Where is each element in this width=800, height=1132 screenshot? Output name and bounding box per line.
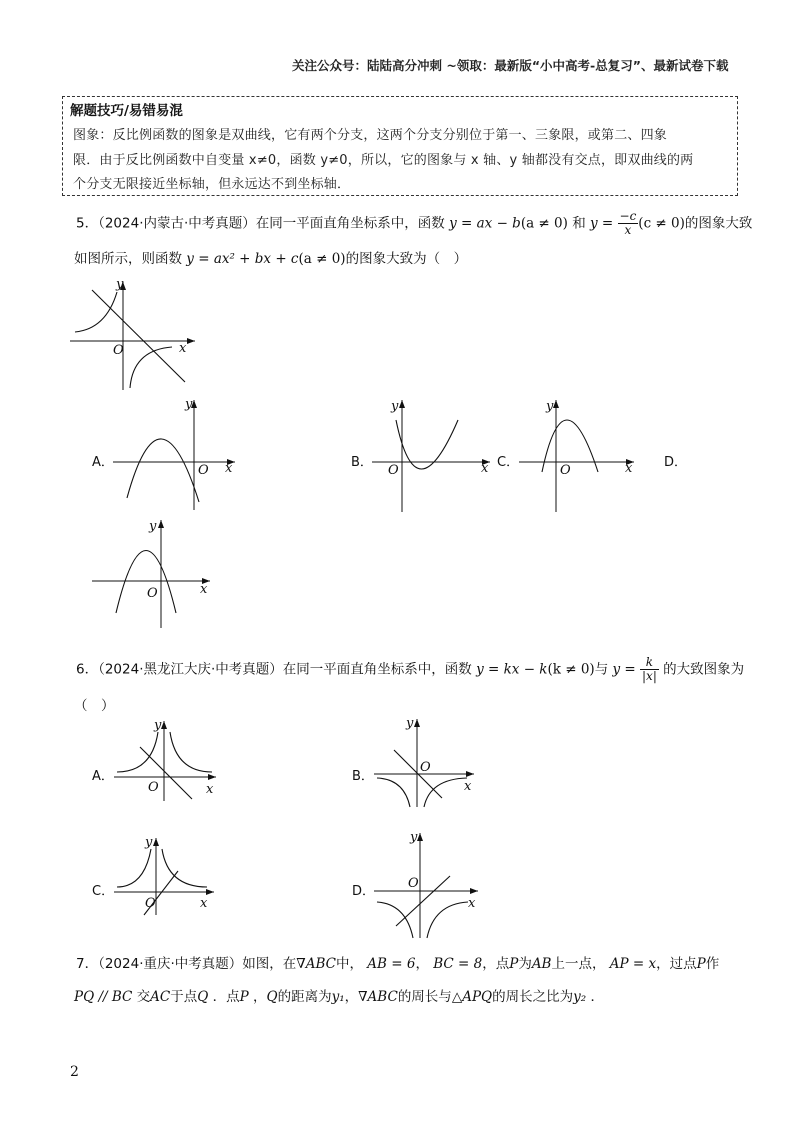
q7-math: Q [197,989,209,1005]
q5-f2-numerator: −c [619,209,637,223]
q5-option-c-label[interactable]: C． [497,455,520,470]
q6-source: （2024·黑龙江大庆·中考真题） [98,661,283,678]
axis-label-x: x [200,896,208,911]
q5-formula-1-cond: (a ≠ 0) [520,215,568,232]
q6-and: 与 [594,661,609,678]
axis-label-y: y [546,399,554,414]
q5-option-d-label[interactable]: D． [664,455,688,470]
q7-text: ， [253,989,267,1005]
q7-text: 交 [136,989,151,1005]
q6-text-2: 的大致图象为 [663,661,745,678]
axis-label-x: x [206,782,214,797]
q7-math: AB [531,956,552,972]
q6-formula-2-fraction [640,656,659,683]
q6-option-b-label[interactable]: B． [352,769,374,784]
tips-line-2: 限．由于反比例函数中自变量 x≠0，函数 y≠0，所以，它的图象与 x 轴、y 轴都没有交点，即双曲线的两 [73,153,694,168]
axis-label-y: y [185,397,193,412]
axis-label-origin: O [420,760,431,775]
axis-label-origin: O [148,780,159,795]
q5-line2-text-b: 的图象大致为（ ） [345,251,468,267]
q6-option-a-label[interactable]: A． [92,769,114,784]
q7-math: BC = 8 [433,956,483,972]
q6-line-1 [76,656,744,683]
q5-line-2 [74,247,467,267]
axis-label-origin: O [198,463,209,478]
axis-label-y: y [406,716,414,731]
q5-formula-3: y = ax² + bx + c [186,251,299,267]
tips-line-1: 图象：反比例函数的图象是双曲线，它有两个分支，这两个分支分别位于第一、三象限，或第二、四象 [73,128,668,143]
q7-text: ． [590,989,604,1005]
q7-text: 作 [705,956,720,972]
q7-text: ， [415,956,429,972]
page-header: 关注公众号：陆陆高分冲刺 ~领取：最新版“小中高考-总复习”、最新试卷下载 [292,58,729,73]
q5-and: 和 [572,215,586,232]
q5-formula-2-fraction [618,210,639,237]
q6-paren: （ ） [74,698,115,714]
q7-text: 上一点， [551,956,606,972]
q6-option-d-graph[interactable] [372,830,487,940]
q6-option-c-graph[interactable] [112,835,222,915]
q7-text: 的周长与 [397,989,452,1005]
axis-label-x: x [468,896,476,911]
q7-text: 的周长之比为 [492,989,574,1005]
q7-math: ∇ABC [358,989,398,1005]
axis-label-x: x [225,461,233,476]
q7-math: P [239,989,249,1005]
q5-option-b-graph[interactable] [372,398,492,512]
q5-option-a-label[interactable]: A． [92,455,114,470]
axis-label-origin: O [408,876,419,891]
q7-line-1 [76,952,719,972]
q6-option-c-label[interactable]: C． [92,884,115,899]
q7-source: （2024·重庆·中考真题） [98,956,243,972]
tips-line-3: 个分支无限接近坐标轴，但永远达不到坐标轴． [73,177,351,192]
axis-label-x: x [481,461,489,476]
q7-math: ∇ABC [296,956,336,972]
q5-formula-3-cond: (a ≠ 0) [298,251,346,267]
axis-label-y: y [391,399,399,414]
q6-formula-1-cond: (k ≠ 0) [547,661,595,678]
q5-option-c-graph[interactable] [519,398,639,512]
q6-formula-1: y = kx − k [476,661,548,678]
q6-number: 6． [76,661,99,678]
q6-formula-2-lhs: y = [612,661,636,678]
q5-option-b-label[interactable]: B． [351,455,373,470]
axis-label-y: y [410,830,418,845]
q7-number: 7． [76,956,99,972]
axis-label-x: x [464,779,472,794]
q6-option-d-label[interactable]: D． [352,884,376,899]
q7-text: 如图，在 [242,956,297,972]
q7-math: y₂ [573,989,587,1005]
q5-formula-2-cond: (c ≠ 0) [638,215,685,232]
page-number: 2 [70,1064,79,1080]
q7-math: AC [150,989,171,1005]
q7-math: y₁ [331,989,345,1005]
axis-label-origin: O [147,586,158,601]
q5-option-a-graph[interactable] [113,398,238,510]
q7-line-2 [74,985,604,1005]
q7-text: 的距离为 [277,989,332,1005]
q7-math: Q [266,989,278,1005]
q7-math: P [509,956,519,972]
q6-option-b-graph[interactable] [372,715,482,810]
q7-math: PQ // BC [74,989,133,1005]
q7-math: AP = x [609,956,657,972]
tips-title: 解题技巧/易错易混 [70,103,183,119]
q7-text: ， [344,989,359,1005]
q5-line2-text-a: 如图所示，则函数 [74,251,182,267]
axis-label-y: y [145,835,153,850]
axis-label-origin: O [145,896,156,911]
q6-f2-numerator: k [640,656,659,670]
q5-line-1 [76,210,752,237]
q7-math: P [696,956,706,972]
q7-text: ，过点 [656,956,697,972]
q5-source: （2024·内蒙古·中考真题） [98,215,256,232]
axis-label-y: y [116,277,124,292]
q6-text-1: 在同一平面直角坐标系中，函数 [282,661,472,678]
q5-f2-denominator: x [624,223,632,237]
q5-given-graph [70,277,200,390]
q7-text: 中， [335,956,363,972]
q5-text-1: 在同一平面直角坐标系中，函数 [255,215,445,232]
q6-f2-denominator: |x| [642,669,657,683]
axis-label-x: x [200,582,208,597]
axis-label-x: x [179,341,187,356]
q7-text: 于点 [170,989,198,1005]
q7-math: AB = 6 [367,956,416,972]
axis-label-x: x [625,461,633,476]
q6-option-a-graph[interactable] [112,717,222,802]
q7-text: ，点 [482,956,510,972]
axis-label-y: y [149,519,157,534]
q5-formula-2-lhs: y = [589,215,614,232]
axis-label-origin: O [113,343,124,358]
q7-math: △APQ [451,989,493,1005]
q7-text: 为 [518,956,532,972]
q7-text: ．点 [212,989,240,1005]
axis-label-origin: O [388,463,399,478]
axis-label-y: y [154,718,162,733]
axis-label-origin: O [560,463,571,478]
q5-text-2: 的图象大致 [684,215,753,232]
q5-formula-1: y = ax − b [449,215,521,232]
q5-option-d-graph[interactable] [90,518,215,628]
q5-number: 5． [76,215,99,232]
